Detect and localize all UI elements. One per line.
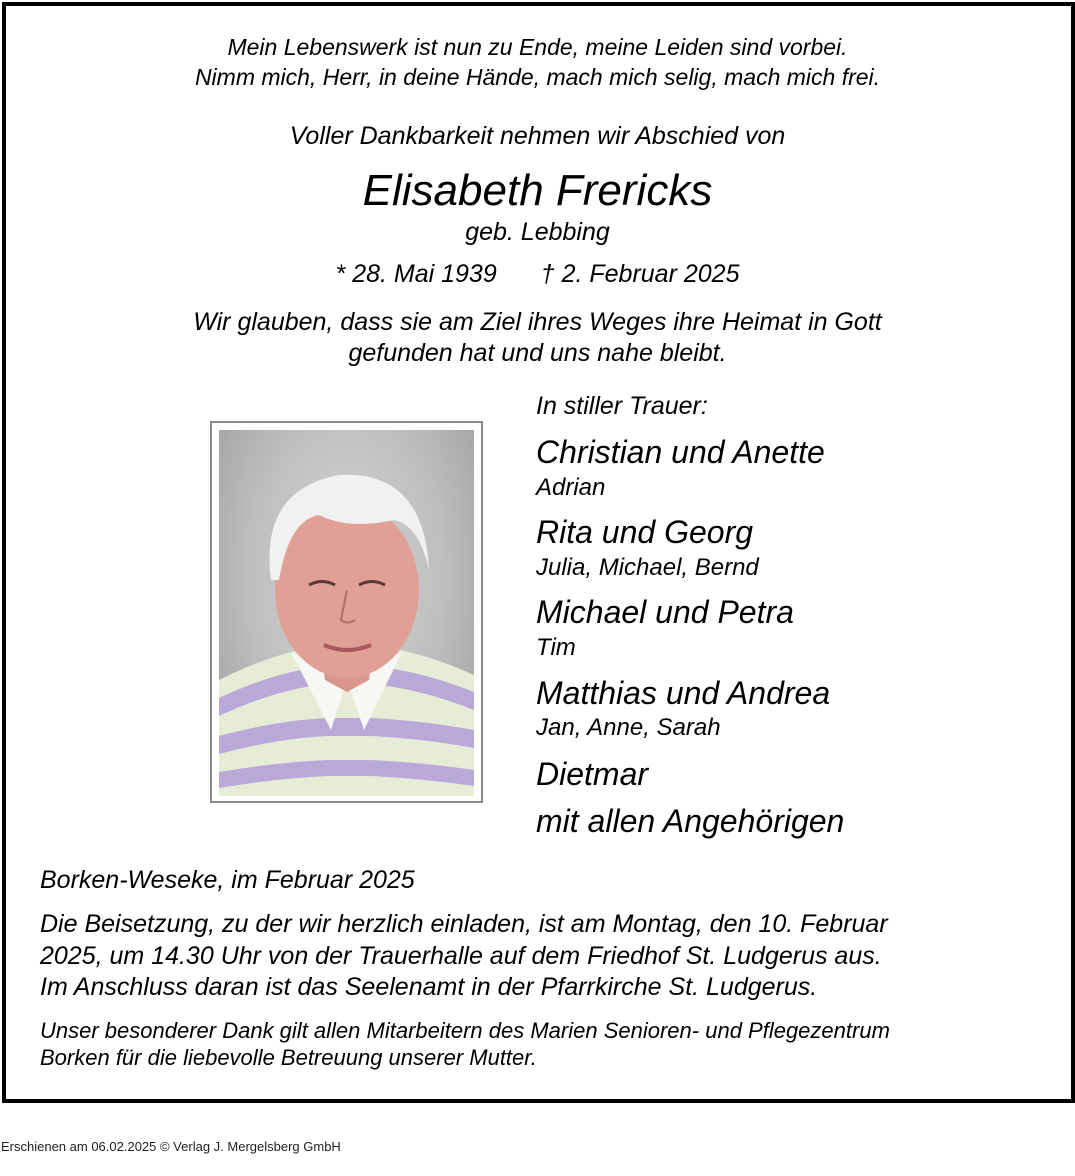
poem-line-1: Mein Lebenswerk ist nun zu Ende, meine Leiden sind vorbei. bbox=[227, 34, 848, 60]
family-2-children: Julia, Michael, Bernd bbox=[536, 554, 759, 581]
family-3-children: Tim bbox=[536, 634, 576, 661]
belief-line-2: gefunden hat und uns nahe bleibt. bbox=[348, 339, 727, 367]
life-dates bbox=[0, 259, 1075, 289]
maiden-name: geb. Lebbing bbox=[465, 218, 610, 246]
place-date: Borken-Weseke, im Februar 2025 bbox=[40, 866, 415, 894]
family-4-children: Jan, Anne, Sarah bbox=[536, 714, 721, 741]
death-date: † 2. Februar 2025 bbox=[540, 260, 740, 288]
birth-date: * 28. Mai 1939 bbox=[335, 260, 497, 288]
portrait-illustration bbox=[219, 430, 474, 796]
burial-line-3: Im Anschluss daran ist das Seelenamt in der Pfarrkirche St. Ludgerus. bbox=[40, 973, 818, 1001]
thanks-text bbox=[40, 1017, 890, 1071]
mourner-single: Dietmar bbox=[536, 756, 649, 792]
family-3-names: Michael und Petra bbox=[536, 594, 794, 630]
intro-text: Voller Dankbarkeit nehmen wir Abschied von bbox=[289, 122, 786, 150]
burial-line-2: 2025, um 14.30 Uhr von der Trauerhalle auf dem Friedhof St. Ludgerus aus. bbox=[40, 941, 882, 970]
family-1-children: Adrian bbox=[536, 474, 606, 501]
thanks-line-2: Borken für die liebevolle Betreuung unserer Mutter. bbox=[40, 1045, 537, 1070]
thanks-line-1: Unser besonderer Dank gilt allen Mitarbeitern des Marien Senioren- und Pflegezentrum bbox=[40, 1018, 890, 1043]
mourners-closing: mit allen Angehörigen bbox=[536, 803, 845, 839]
burial-info bbox=[40, 909, 888, 1004]
belief-text bbox=[0, 307, 1075, 369]
belief-line-1: Wir glauben, dass sie am Ziel ihres Weges ihre Heimat in Gott bbox=[193, 308, 882, 336]
publication-footer: Erschienen am 06.02.2025 © Verlag J. Mergelsberg GmbH bbox=[1, 1139, 341, 1154]
mourners-heading: In stiller Trauer: bbox=[536, 392, 708, 420]
portrait-frame bbox=[210, 421, 483, 803]
family-4-names: Matthias und Andrea bbox=[536, 675, 831, 711]
portrait-photo bbox=[219, 430, 474, 796]
family-2-names: Rita und Georg bbox=[536, 514, 754, 550]
poem bbox=[0, 32, 1075, 92]
poem-line-2: Nimm mich, Herr, in deine Hände, mach mich selig, mach mich frei. bbox=[194, 64, 881, 90]
burial-line-1: Die Beisetzung, zu der wir herzlich einladen, ist am Montag, den 10. Februar bbox=[40, 910, 888, 938]
deceased-name: Elisabeth Frericks bbox=[362, 166, 713, 215]
family-1-names: Christian und Anette bbox=[536, 434, 825, 470]
